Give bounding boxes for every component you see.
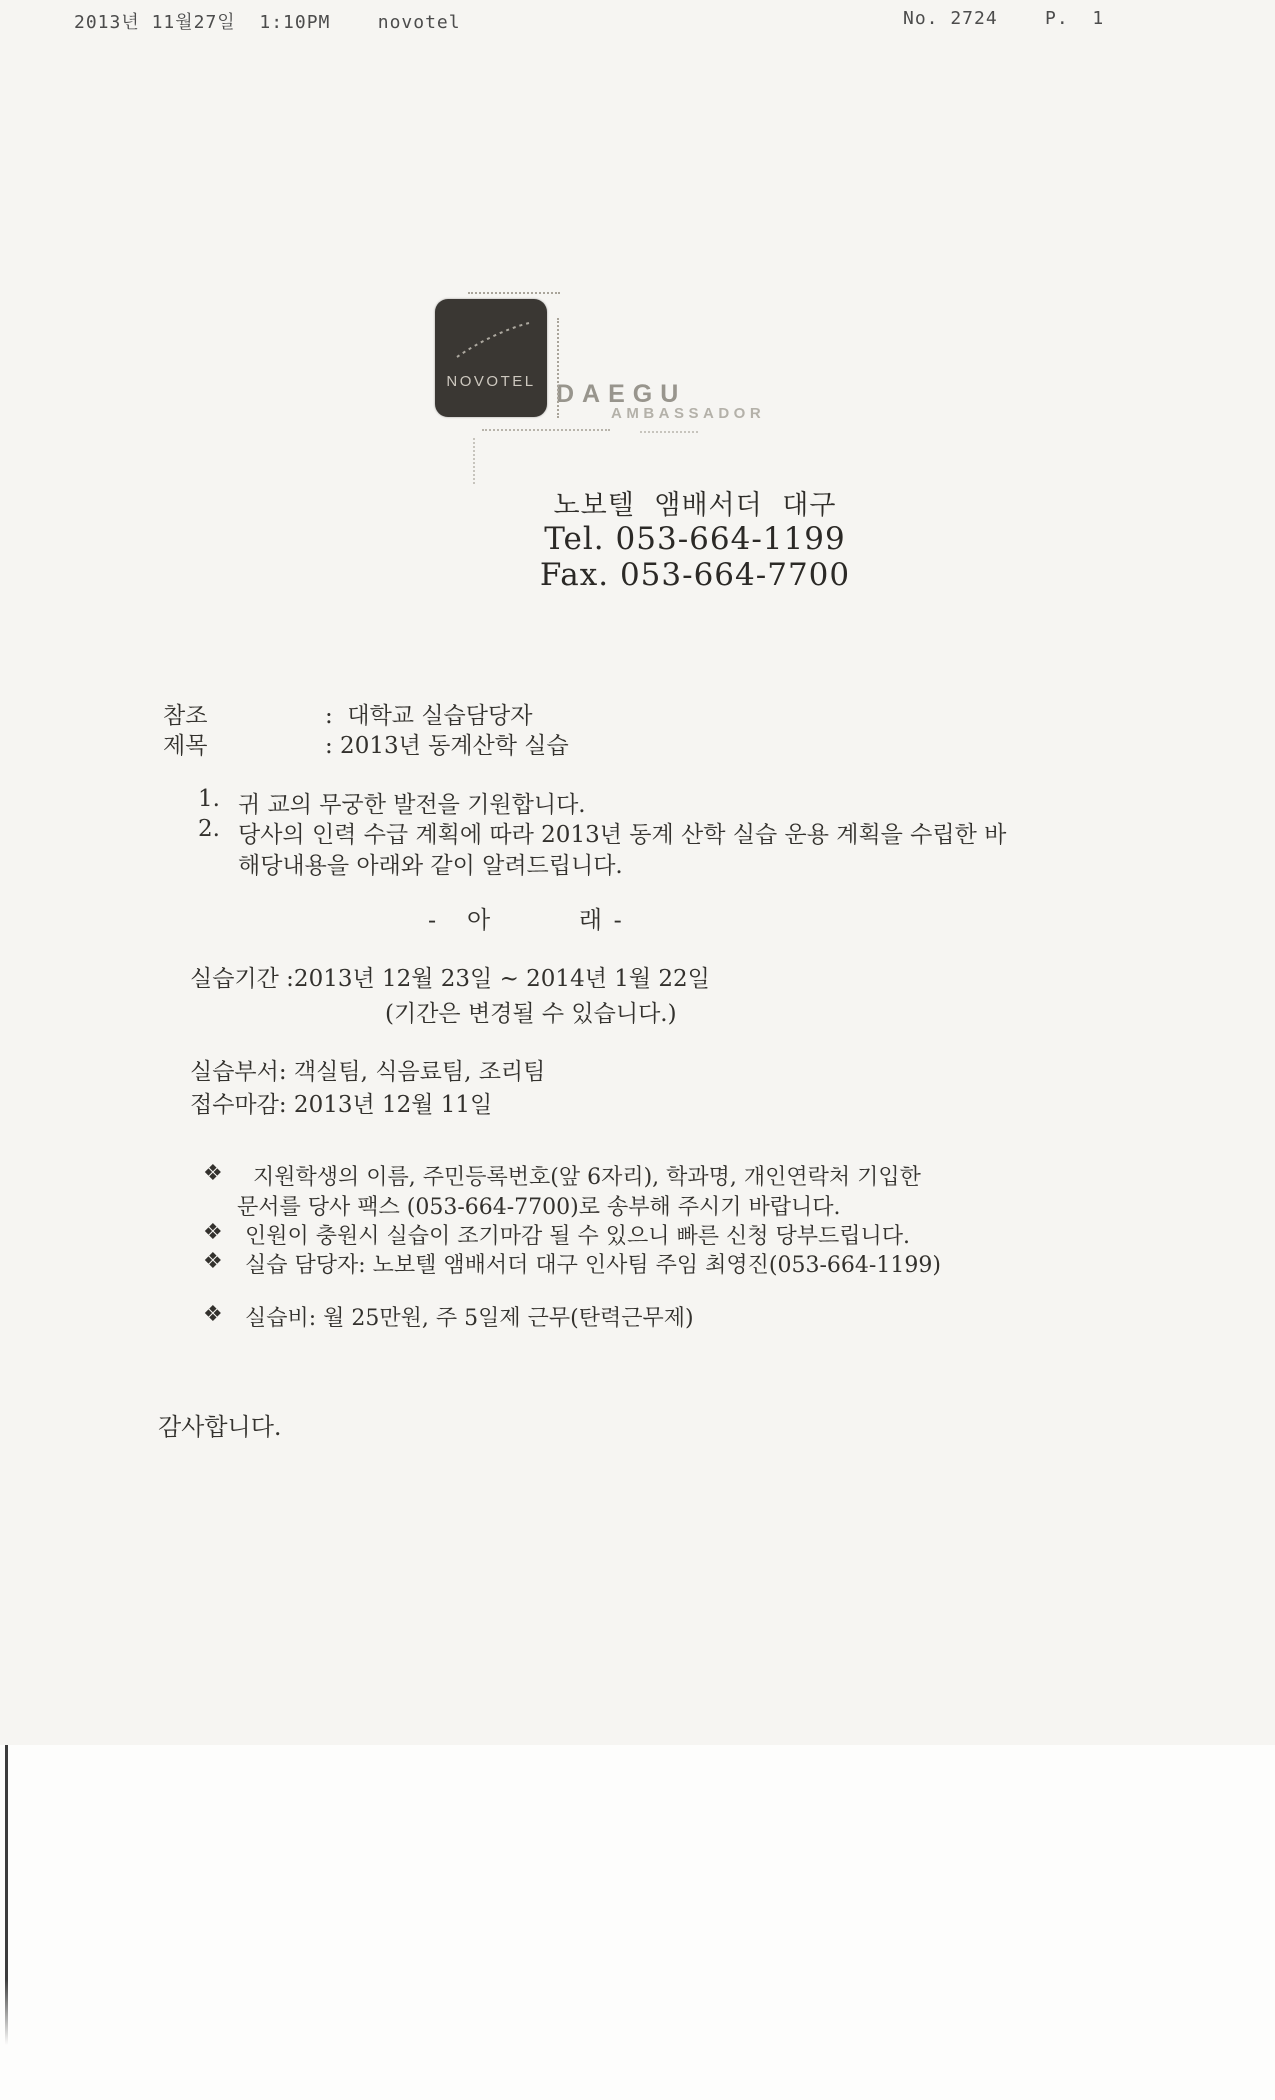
internship-period: 실습기간 :2013년 12월 23일 ~ 2014년 1월 22일 xyxy=(190,966,710,992)
note-2-line-1: 인원이 충원시 실습이 조기마감 될 수 있으니 빠른 신청 당부드립니다. xyxy=(245,1224,910,1249)
application-deadline: 접수마감: 2013년 12월 11일 xyxy=(190,1092,493,1118)
scan-edge-line xyxy=(5,1745,8,2045)
novotel-logo xyxy=(435,299,547,417)
note-bullet-icon: ❖ xyxy=(203,1161,223,1186)
scan-background-area xyxy=(0,1745,1275,2100)
scan-artifact xyxy=(482,429,610,431)
logo-location-text: DAEGU xyxy=(556,380,687,408)
note-3-line-1: 실습 담당자: 노보텔 앰배서더 대구 인사팀 주임 최영진(053-664-1199) xyxy=(245,1253,941,1278)
subject-value: : 2013년 동계산학 실습 xyxy=(325,733,569,759)
logo-subbrand-text: AMBASSADOR xyxy=(611,405,766,422)
body-item-2-text: 당사의 인력 수급 계획에 따라 2013년 동계 산학 실습 운용 계획을 수립한 바 xyxy=(238,822,1007,848)
body-item-1-text: 귀 교의 무궁한 발전을 기원합니다. xyxy=(238,792,586,818)
swoosh-icon xyxy=(443,305,539,369)
reference-value: : 대학교 실습담당자 xyxy=(325,703,533,729)
body-item-2-number: 2. xyxy=(198,816,220,842)
body-item-1-number: 1. xyxy=(198,786,220,812)
scan-artifact xyxy=(640,431,698,433)
novotel-logo-wordmark: NOVOTEL xyxy=(446,373,536,390)
body-item-2-text-cont: 해당내용을 아래와 같이 알려드립니다. xyxy=(238,853,623,879)
note-4-line-1: 실습비: 월 25만원, 주 5일제 근무(탄력근무제) xyxy=(245,1306,694,1331)
note-bullet-icon: ❖ xyxy=(203,1249,223,1274)
hotel-contact-block xyxy=(380,491,1010,593)
scan-artifact xyxy=(468,292,560,294)
reference-label: 참조 xyxy=(163,703,208,729)
internship-period-note: (기간은 변경될 수 있습니다.) xyxy=(385,1001,677,1027)
note-bullet-icon: ❖ xyxy=(203,1220,223,1245)
note-1-line-1: 지원학생의 이름, 주민등록번호(앞 6자리), 학과명, 개인연락처 기입한 xyxy=(253,1165,921,1190)
note-1-line-2: 문서를 당사 팩스 (053-664-7700)로 송부해 주시기 바랍니다. xyxy=(237,1195,841,1220)
note-bullet-icon: ❖ xyxy=(203,1302,223,1327)
hotel-tel: Tel. 053-664-1199 xyxy=(544,521,846,557)
fax-timestamp: 2013년 11월27일 1:10PM novotel xyxy=(74,12,461,33)
internship-departments: 실습부서: 객실팀, 식음료팀, 조리팀 xyxy=(190,1059,546,1085)
fax-page-number: No. 2724 P. 1 xyxy=(903,8,1105,29)
below-divider: - 아 래 - xyxy=(428,906,624,934)
hotel-name: 노보텔 앰배서더 대구 xyxy=(553,490,837,521)
scan-artifact xyxy=(473,438,475,484)
scan-artifact xyxy=(557,318,559,418)
subject-label: 제목 xyxy=(163,733,208,759)
closing-text: 감사합니다. xyxy=(158,1413,282,1441)
hotel-fax: Fax. 053-664-7700 xyxy=(539,557,851,593)
